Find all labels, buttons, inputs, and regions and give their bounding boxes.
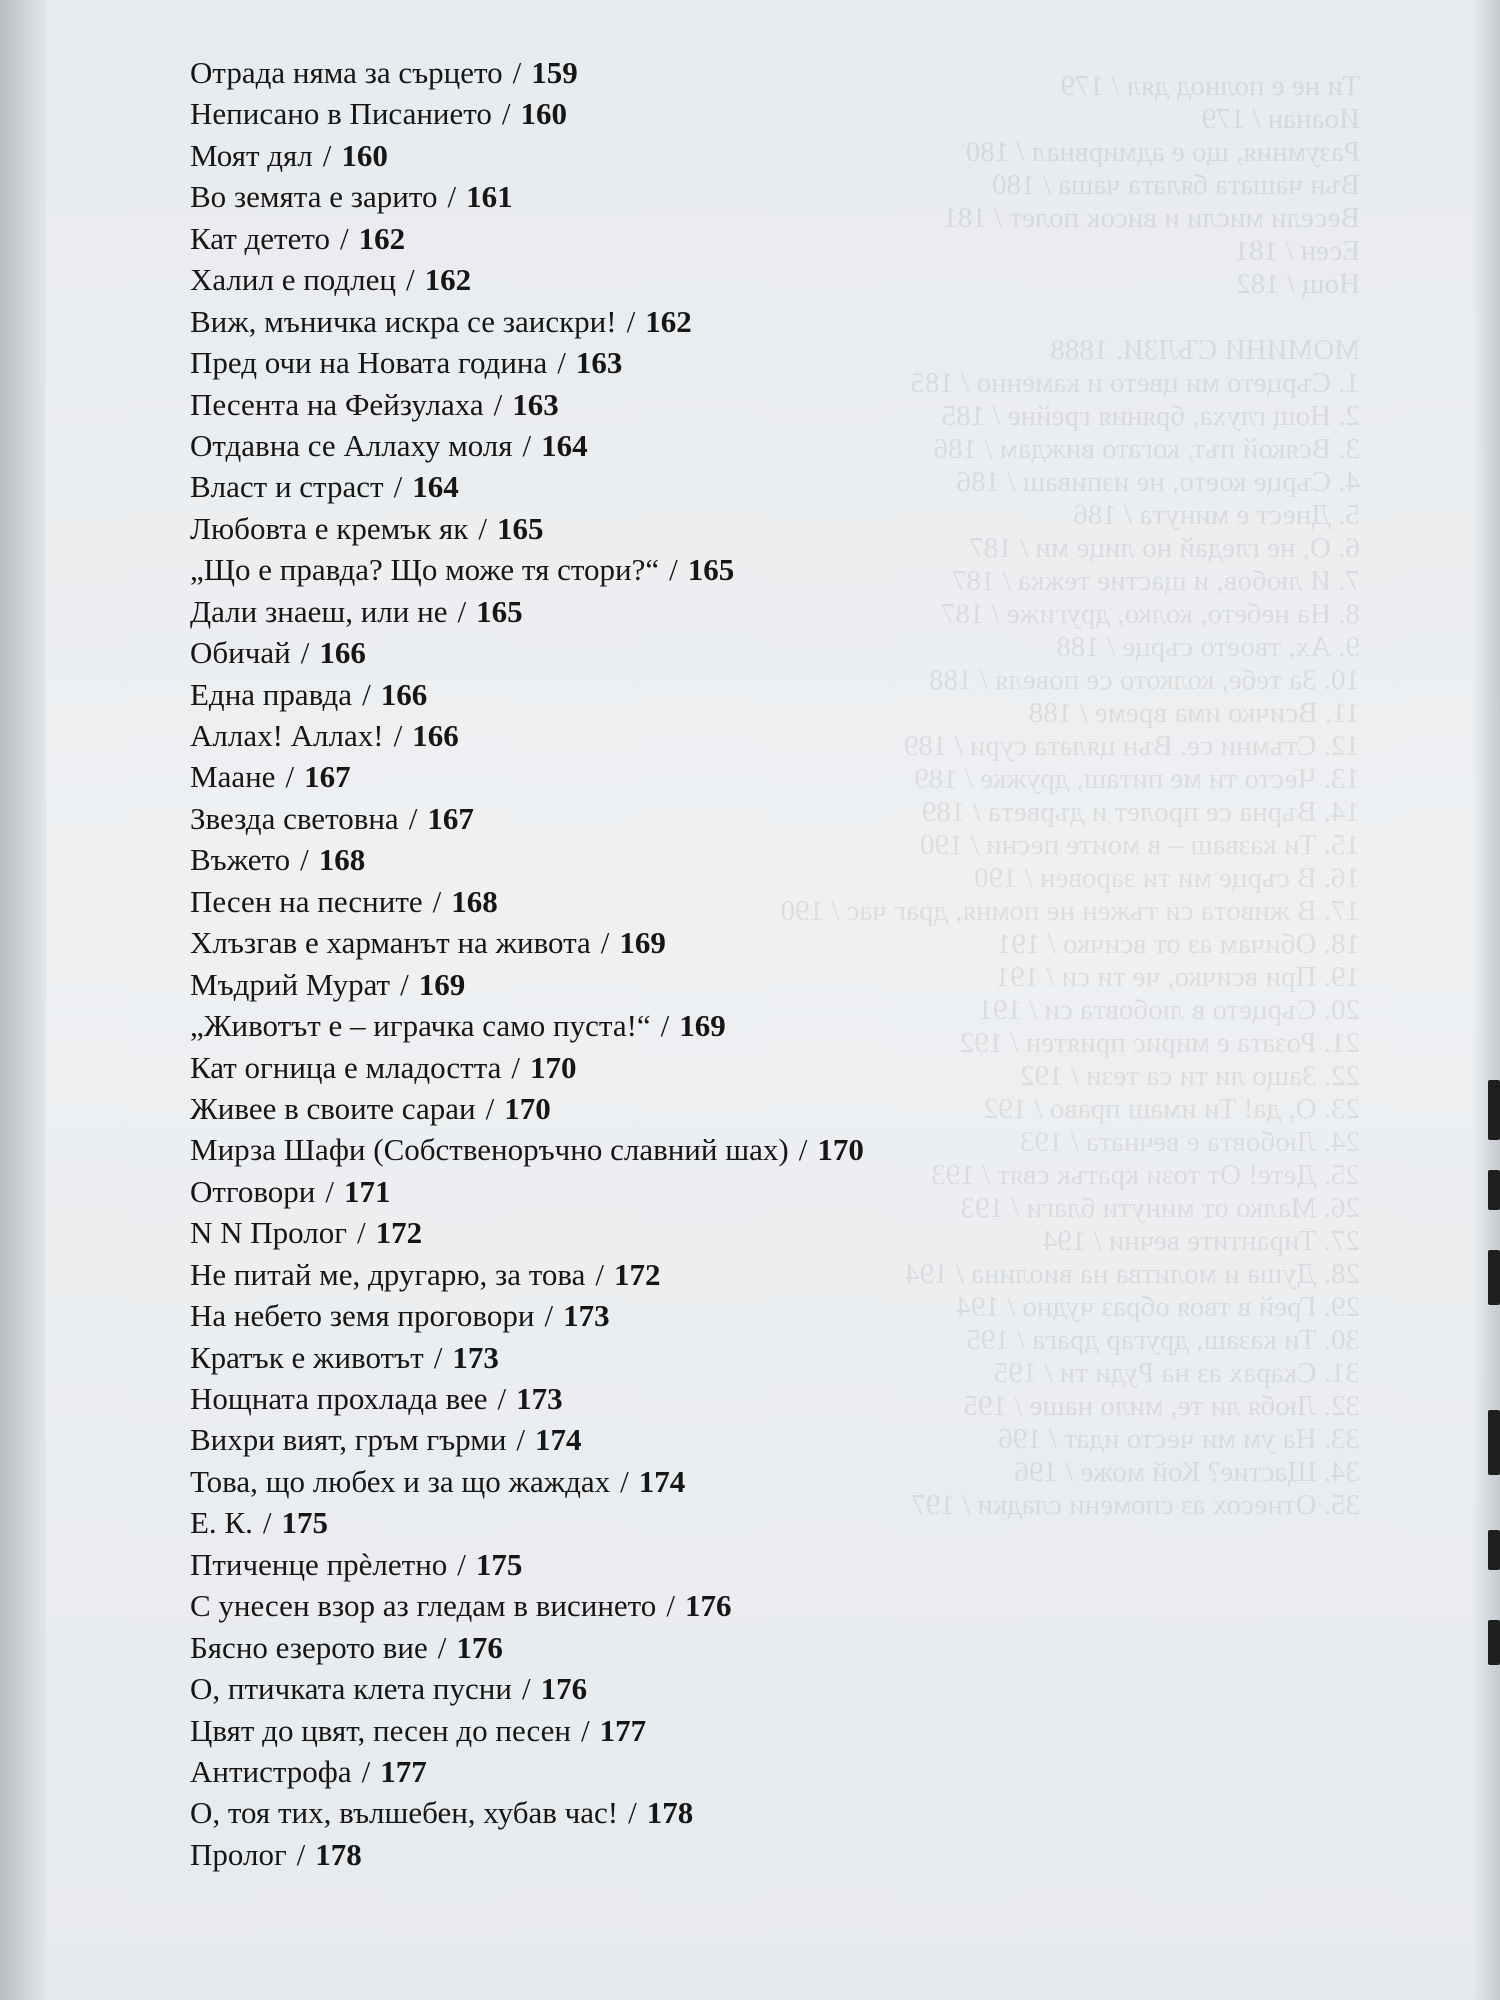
toc-entry-title: Звезда световна [190, 800, 399, 836]
toc-entry-title: Въжето [190, 842, 291, 878]
bleed-through-line: 32. Любя ли те, мило наше / 195 [963, 1390, 1360, 1422]
bleed-through-line: 20. Сърцето в любовта си / 191 [978, 994, 1360, 1026]
toc-page-number: 171 [344, 1173, 391, 1209]
toc-separator: / [660, 1008, 670, 1044]
toc-page-number: 167 [304, 759, 351, 795]
toc-separator: / [485, 1090, 495, 1126]
toc-page-number: 163 [575, 345, 623, 381]
toc-separator: / [521, 1671, 531, 1707]
bleed-through-line: 9. Ах, твоето сърце / 188 [1056, 631, 1360, 663]
toc-entry [190, 756, 1190, 797]
bleed-through-line: 6. О, не гледай но лице ми / 187 [969, 532, 1360, 564]
toc-separator: / [595, 1256, 604, 1292]
toc-entry-title: О, тоя тих, вълшебен, хубав час! [190, 1795, 619, 1831]
toc-entry [190, 176, 1190, 217]
toc-entry [190, 425, 1190, 466]
toc-entry [190, 1212, 1190, 1253]
toc-page-number: 163 [512, 386, 559, 422]
toc-page-number: 162 [358, 220, 406, 256]
toc-entry [190, 1544, 1190, 1585]
toc-page-number: 175 [281, 1505, 328, 1541]
toc-page-number: 165 [476, 593, 523, 629]
toc-page-number: 173 [563, 1298, 610, 1334]
toc-page-number: 168 [318, 842, 366, 878]
toc-separator: / [522, 427, 532, 463]
bleed-through-line: 1. Сърцето ми цвето и каменно / 185 [910, 367, 1360, 399]
bleed-through-line: 31. Скарах аз на Руди ти / 195 [993, 1357, 1360, 1389]
toc-entry [190, 1461, 1190, 1502]
toc-separator: / [356, 1215, 366, 1251]
toc-page-number: 170 [530, 1049, 577, 1085]
table-of-contents [190, 52, 1190, 1875]
toc-entry-title: Вихри вият, гръм гърми [190, 1422, 507, 1458]
toc-separator: / [544, 1298, 554, 1334]
toc-separator: / [666, 1588, 675, 1624]
toc-entry [190, 135, 1190, 176]
toc-entry [190, 342, 1190, 383]
toc-page-number: 173 [452, 1339, 499, 1375]
toc-entry [190, 466, 1190, 507]
toc-entry [190, 508, 1190, 549]
toc-entry-title: На небето земя проговори [190, 1298, 535, 1334]
toc-entry [190, 1710, 1190, 1751]
bleed-through-line: 28. Душа и молитва на виолина / 194 [905, 1258, 1360, 1290]
toc-entry [190, 301, 1190, 342]
toc-entry [190, 1378, 1190, 1419]
toc-entry-title: Живее в своите сараи [190, 1090, 476, 1126]
toc-entry [190, 674, 1190, 715]
page-edge-shadow [1472, 0, 1500, 2000]
toc-entry-title: Антистрофа [190, 1753, 352, 1789]
toc-page-number: 167 [427, 800, 474, 836]
toc-entry-title: Обичай [190, 635, 291, 671]
toc-entry-title: Кат огница е младостта [190, 1049, 502, 1085]
bleed-through-line: 12. Стъмни се. Вън цялата сури / 189 [903, 730, 1360, 762]
bleed-through-line: 4. Сърце което, не изпиваш / 186 [956, 466, 1360, 498]
toc-separator: / [408, 800, 418, 836]
toc-entry [190, 798, 1190, 839]
toc-separator: / [393, 718, 403, 753]
toc-page-number: 169 [418, 966, 466, 1002]
toc-entry-title: Пред очи на Новата година [190, 345, 548, 381]
toc-separator: / [362, 676, 371, 712]
toc-page-number: 174 [638, 1463, 686, 1499]
bleed-through-line: Нощ / 182 [1236, 268, 1360, 300]
toc-entry [190, 1419, 1190, 1460]
bleed-through-line: Ти не е полнод дял / 179 [1060, 70, 1360, 102]
toc-entry-title: „Що е правда? Що може тя стори?“ [190, 552, 660, 588]
toc-page-number: 168 [451, 883, 498, 919]
toc-separator: / [497, 1381, 507, 1416]
toc-entry-title: Кат детето [190, 220, 330, 256]
toc-entry-title: Мъдрий Мурат [190, 966, 391, 1002]
toc-separator: / [437, 1629, 447, 1665]
toc-entry-title: Халил е подлец [190, 262, 396, 298]
toc-entry-title: Отдавна се Аллаху моля [190, 427, 513, 463]
bleed-through-line: 2. Нощ глуха, бряния грейне / 185 [941, 400, 1360, 432]
bleed-through-line: 10. За тебе, колкото се повеля / 188 [928, 664, 1360, 696]
toc-entry-title: Нощната прохлада вее [190, 1381, 488, 1416]
bleed-through-line: Иоанан / 179 [1201, 103, 1360, 135]
toc-entry-title: Власт и страст [190, 469, 384, 505]
page-gutter [0, 0, 46, 2000]
toc-entry [190, 1254, 1190, 1295]
toc-entry-title: Дали знаеш, или не [190, 593, 448, 629]
toc-page-number: 169 [679, 1008, 726, 1044]
bleed-through-line: Вън чашата бялата чаша / 180 [992, 169, 1360, 201]
toc-entry-title: Отрада няма за сърцето [190, 55, 503, 90]
toc-page-number: 178 [315, 1836, 362, 1872]
bleed-through-line: 5. Днест е минута / 186 [1073, 499, 1360, 531]
toc-separator: / [628, 1795, 637, 1831]
toc-entry [190, 1502, 1190, 1543]
toc-entry [190, 1129, 1190, 1170]
toc-entry [190, 839, 1190, 880]
toc-separator: / [516, 1422, 526, 1458]
toc-page-number: 159 [531, 55, 578, 90]
toc-separator: / [600, 925, 610, 961]
bleed-through-line: 13. Често ти ме питаш, дружке / 189 [914, 763, 1360, 795]
toc-entry-title: Цвят до цвят, песен до песен [190, 1712, 571, 1748]
toc-separator: / [478, 510, 487, 546]
toc-entry [190, 1295, 1190, 1336]
toc-separator: / [393, 469, 403, 505]
toc-separator: / [262, 1505, 272, 1541]
bleed-through-line: 22. Защо ли ти са тези / 192 [1020, 1060, 1360, 1092]
toc-page-number: 172 [613, 1256, 661, 1292]
bleed-through-line: МОМИНИ СЪЛЗИ. 1888 [1050, 334, 1360, 366]
toc-entry-title: Маане [190, 759, 276, 795]
toc-page-number: 160 [520, 96, 568, 132]
bleed-through-line: 16. В сърце ми ти заровен / 190 [974, 862, 1360, 894]
toc-entry [190, 1834, 1190, 1875]
toc-entry [190, 1627, 1190, 1668]
bleed-through-line: 30. Ти казаш, другар драга / 195 [966, 1324, 1360, 1356]
toc-entry [190, 1088, 1190, 1129]
toc-separator: / [493, 386, 503, 422]
bleed-through-line: Есен / 181 [1234, 235, 1360, 267]
toc-entry-title: Бясно езерото вие [190, 1629, 428, 1665]
bleed-through-line: 35. Отнесох аз спомени сладки / 197 [911, 1489, 1360, 1521]
bleed-through-line: 25. Дете! От този кратък свят / 193 [931, 1159, 1360, 1191]
toc-entry-title: Отговори [190, 1173, 316, 1209]
toc-separator: / [300, 842, 309, 878]
toc-page-number: 176 [456, 1629, 503, 1665]
toc-page-number: 162 [424, 262, 472, 298]
toc-separator: / [400, 966, 409, 1002]
toc-page-number: 175 [475, 1546, 523, 1582]
bleed-through-line: 8. На небето, колко, другиже / 187 [940, 598, 1360, 630]
toc-separator: / [406, 262, 415, 298]
toc-page-number: 173 [516, 1381, 563, 1416]
toc-entry [190, 1668, 1190, 1709]
toc-separator: / [669, 552, 678, 588]
bleed-through-line: 33. На ум ми често идат / 196 [998, 1423, 1360, 1455]
toc-entry-title: Кратък е животът [190, 1339, 424, 1375]
toc-separator: / [432, 883, 442, 919]
toc-separator: / [285, 759, 295, 795]
bleed-through-line: 3. Всякой път, когато виждам / 186 [933, 433, 1360, 465]
toc-page-number: 166 [412, 718, 459, 753]
toc-separator: / [325, 1173, 335, 1209]
toc-entry-title: Пролог [190, 1836, 287, 1872]
toc-entry-title: Хлъзгав е харманът на живота [190, 925, 591, 961]
toc-entry-title: Не питай ме, другарю, за това [190, 1256, 586, 1292]
toc-page-number: 177 [380, 1753, 427, 1789]
bleed-through-line: 19. При всичко, че ти си / 191 [995, 961, 1360, 993]
bleed-through-line: 14. Върна се пролет и дървета / 189 [921, 796, 1360, 828]
toc-entry-title: Песента на Фейзулаха [190, 386, 484, 422]
toc-separator: / [340, 220, 349, 256]
toc-page-number: 164 [541, 427, 588, 463]
toc-separator: / [296, 1836, 306, 1872]
toc-entry-title: „Животът е – играчка само пуста!“ [190, 1008, 651, 1044]
toc-entry [190, 1047, 1190, 1088]
toc-page-number: 172 [375, 1215, 423, 1251]
toc-page-number: 176 [684, 1588, 732, 1624]
adjacent-page-edge [1486, 1080, 1500, 1680]
toc-separator: / [620, 1463, 629, 1499]
toc-entry [190, 591, 1190, 632]
toc-entry [190, 93, 1190, 134]
toc-entry-title: N N Пролог [190, 1215, 347, 1251]
toc-page-number: 162 [645, 303, 692, 339]
bleed-through-line: 26. Малко от минути благи / 193 [960, 1192, 1360, 1224]
toc-page-number: 170 [504, 1090, 551, 1126]
toc-entry [190, 259, 1190, 300]
bleed-through-line: Весели мисли и висок полет / 181 [943, 202, 1360, 234]
toc-separator: / [557, 345, 566, 381]
toc-separator: / [511, 1049, 521, 1085]
toc-entry [190, 715, 1190, 756]
toc-page-number: 160 [341, 137, 388, 173]
toc-entry-title: О, птичката клета пусни [190, 1671, 512, 1707]
bleed-through-line: 21. Розата е мирис приятен / 192 [959, 1027, 1360, 1059]
toc-entry [190, 1005, 1190, 1046]
toc-page-number: 165 [497, 510, 544, 546]
toc-separator: / [447, 179, 457, 215]
bleed-through-line: 24. Любовта е вечната / 193 [1019, 1126, 1360, 1158]
toc-page-number: 166 [319, 635, 366, 671]
toc-entry-title: С унесен взор аз гледам в висинето [190, 1588, 657, 1624]
toc-entry-title: Любовта е кремък як [190, 510, 469, 546]
toc-separator: / [300, 635, 310, 671]
bleed-through-line: 23. О, да! Ти имаш право / 192 [983, 1093, 1360, 1125]
bleed-through-line: 27. Тирантите вечни / 194 [1042, 1225, 1360, 1257]
toc-entry [190, 881, 1190, 922]
toc-entry [190, 52, 1190, 93]
toc-entry [190, 1792, 1190, 1833]
toc-page-number: 176 [540, 1671, 588, 1707]
toc-page-number: 164 [412, 469, 459, 505]
toc-page-number: 169 [619, 925, 666, 961]
toc-entry-title: Птиченце прѐлетно [190, 1546, 448, 1582]
toc-page-number: 170 [817, 1132, 864, 1168]
toc-page-number: 166 [380, 676, 428, 712]
toc-page-number: 165 [687, 552, 735, 588]
toc-separator: / [798, 1132, 808, 1168]
toc-entry-title: Е. К. [190, 1505, 253, 1541]
bleed-through-line: 34. Щастие? Кой може / 196 [1014, 1456, 1360, 1488]
toc-entry-title: Во земята е зарито [190, 179, 438, 215]
toc-separator: / [512, 55, 522, 90]
toc-entry [190, 1337, 1190, 1378]
toc-entry [190, 964, 1190, 1005]
toc-separator: / [433, 1339, 443, 1375]
toc-entry-title: Виж, мъничка искра се заискри! [190, 303, 617, 339]
toc-entry-title: Моят дял [190, 137, 313, 173]
toc-page-number: 161 [466, 179, 513, 215]
toc-entry [190, 1171, 1190, 1212]
toc-separator: / [626, 303, 636, 339]
toc-entry-title: Това, що любех и за що жаждах [190, 1463, 611, 1499]
toc-page-number: 177 [599, 1712, 647, 1748]
toc-separator: / [322, 137, 332, 173]
bleed-through-line: 15. Ти казваш – в моите песни / 190 [920, 829, 1360, 861]
toc-entry [190, 922, 1190, 963]
toc-entry-title: Неписано в Писанието [190, 96, 492, 132]
bleed-through-line: 17. В живота си тъжен не помня, драг час / 190 [780, 895, 1360, 927]
toc-separator: / [580, 1712, 590, 1748]
toc-entry [190, 384, 1190, 425]
toc-entry-title: Песен на песните [190, 883, 423, 919]
toc-entry [190, 1751, 1190, 1792]
toc-entry-title: Аллах! Аллах! [190, 718, 384, 753]
toc-separator: / [361, 1753, 371, 1789]
toc-separator: / [501, 96, 511, 132]
toc-entry [190, 1585, 1190, 1626]
toc-page-number: 174 [535, 1422, 582, 1458]
toc-entry [190, 549, 1190, 590]
bleed-through-line: Разумния, що е адмирвнал / 180 [965, 136, 1360, 168]
bleed-through-line: 29. Грей в твоя образ чудно / 194 [956, 1291, 1360, 1323]
toc-separator: / [457, 1546, 466, 1582]
toc-entry-title: Една правда [190, 676, 353, 712]
toc-separator: / [457, 593, 467, 629]
bleed-through-line: 11. Всичко има време / 188 [1028, 697, 1360, 729]
bleed-through-line: 18. Обичам аз от всичко / 191 [996, 928, 1360, 960]
bleed-through-line: 7. И любов, и щастие тежка / 187 [951, 565, 1360, 597]
toc-entry [190, 218, 1190, 259]
toc-entry-title: Мирза Шафи (Собственоръчно славний шах) [190, 1132, 789, 1168]
toc-page-number: 178 [646, 1795, 694, 1831]
toc-entry [190, 632, 1190, 673]
